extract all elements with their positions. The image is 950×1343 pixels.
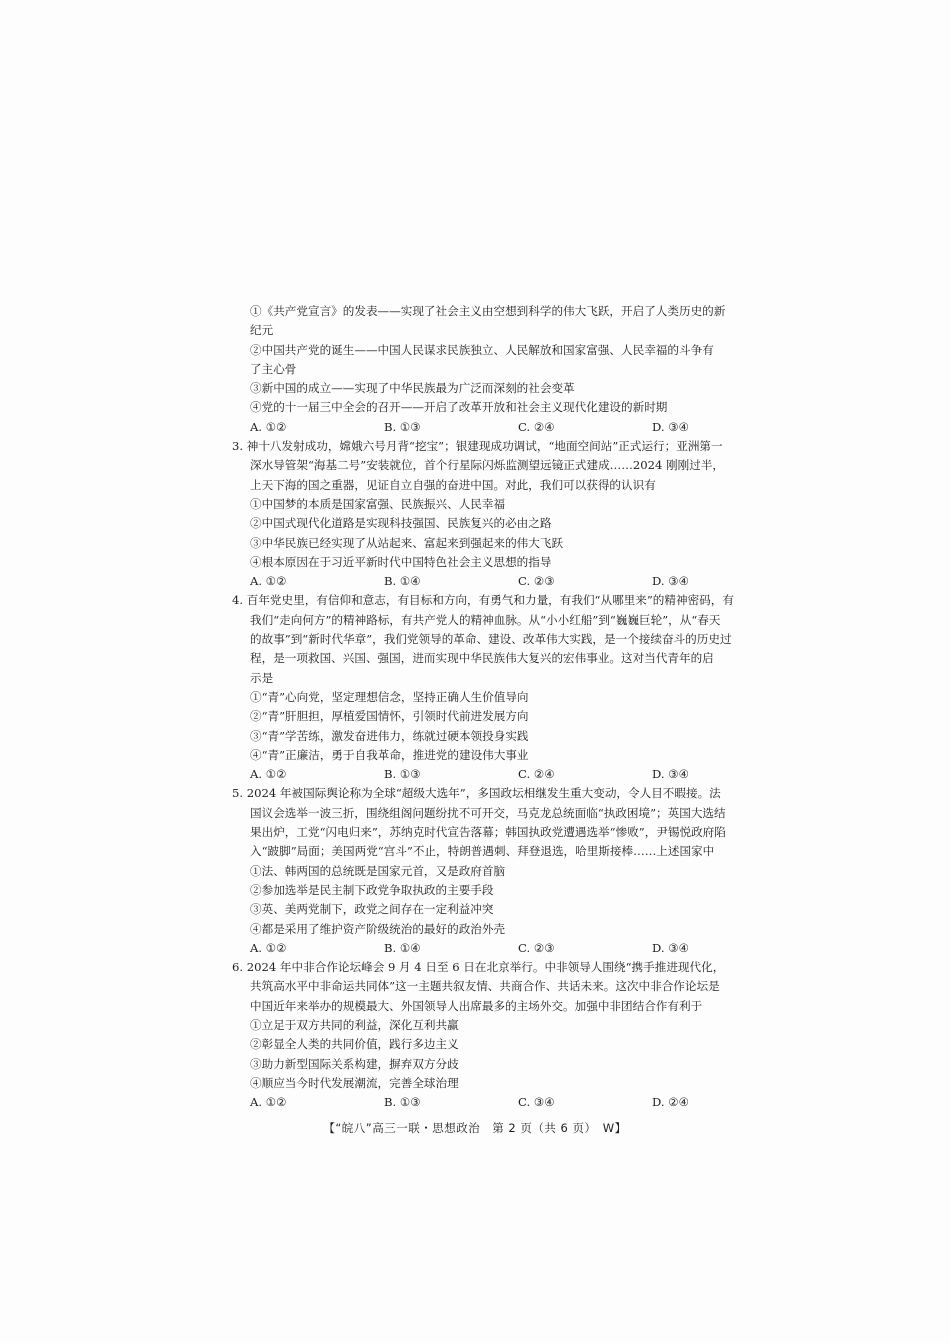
question-stem: 深水导管架“海基二号”安装就位，首个行星际闪烁监测望远镜正式建成……2024 刚刚过半， bbox=[250, 458, 725, 473]
statement: ①立足于双方共同的利益，深化互利共赢 bbox=[250, 1017, 459, 1032]
option-c: C. ②③ bbox=[518, 574, 555, 589]
answer-options bbox=[232, 418, 772, 437]
statement-continuation: 了主心骨 bbox=[250, 361, 297, 376]
option-a: A. ①② bbox=[250, 574, 287, 589]
statement: ①中国梦的本质是国家富强、民族振兴、人民幸福 bbox=[250, 496, 506, 511]
statement: ③助力新型国际关系构建，摒弃双方分歧 bbox=[250, 1056, 459, 1071]
statement: ④党的十一届三中全会的召开——开启了改革开放和社会主义现代化建设的新时期 bbox=[250, 400, 668, 415]
question-stem: 我们“走向何方”的精神路标，有共产党人的精神血脉。从“小小红船”到“巍巍巨轮”，从“春天 bbox=[250, 612, 721, 627]
statement: ②参加选举是民主制下政党争取执政的主要手段 bbox=[250, 882, 494, 897]
option-a: A. ①② bbox=[250, 419, 287, 434]
question-stem: 中国近年来举办的规模最大、外国领导人出席最多的主场外交。加强中非团结合作有利于 bbox=[250, 998, 703, 1013]
question-stem: 示是 bbox=[250, 670, 274, 685]
answer-options bbox=[232, 1093, 772, 1112]
option-a: A. ①② bbox=[250, 767, 287, 782]
question-stem: 的故事”到“新时代华章”，我们党领导的革命、建设、改革伟大实践，是一个接续奋斗的历史过 bbox=[250, 632, 732, 647]
statement: ②“青”肝胆担，厚植爱国情怀，引领时代前进发展方向 bbox=[250, 709, 529, 724]
option-c: C. ②③ bbox=[518, 940, 555, 955]
statement: ②中国共产党的诞生——中国人民谋求民族独立、人民解放和国家富强、人民幸福的斗争有 bbox=[250, 342, 714, 357]
question-stem: 入“跛脚”局面；美国两党“宫斗”不止，特朗普遇刺、拜登退选，哈里斯接棒……上述国家中 bbox=[250, 844, 715, 859]
option-b: B. ①③ bbox=[384, 419, 421, 434]
statement: ③新中国的成立——实现了中华民族最为广泛而深刻的社会变革 bbox=[250, 381, 575, 396]
statement: ①“青”心向党，坚定理想信念，坚持正确人生价值导向 bbox=[250, 689, 529, 704]
option-c: C. ③④ bbox=[518, 1095, 555, 1110]
statement: ④“青”正廉洁，勇于自我革命，推进党的建设伟大事业 bbox=[250, 747, 529, 762]
page-footer: 【“皖八”高三一联・思想政治 第 2 页（共 6 页） W】 bbox=[323, 1121, 627, 1135]
option-a: A. ①② bbox=[250, 940, 287, 955]
option-a: A. ①② bbox=[250, 1095, 287, 1110]
statement: ④都是采用了维护资产阶级统治的最好的政治外壳 bbox=[250, 921, 506, 936]
option-b: B. ①③ bbox=[384, 767, 421, 782]
option-b: B. ①③ bbox=[384, 1095, 421, 1110]
statement: ③中华民族已经实现了从站起来、富起来到强起来的伟大飞跃 bbox=[250, 535, 564, 550]
statement-continuation: 纪元 bbox=[250, 323, 274, 338]
answer-options bbox=[232, 939, 772, 958]
question-stem: 上天下海的国之重器，见证自立自强的奋进中国。对此，我们可以获得的认识有 bbox=[250, 477, 656, 492]
question-stem: 国议会选举一波三折，围绕组阁问题纷扰不可开交，马克龙总统面临“执政困境”；英国大选结 bbox=[250, 805, 726, 820]
statement: ①《共产党宣言》的发表——实现了社会主义由空想到科学的伟大飞跃，开启了人类历史的新 bbox=[250, 304, 726, 318]
statement: ②中国式现代化道路是实现科技强国、民族复兴的必由之路 bbox=[250, 516, 552, 531]
question-stem: 6. 2024 年中非合作论坛峰会 9 月 4 日至 6 日在北京举行。中非领导人围绕“携手推进现代化， bbox=[232, 960, 725, 975]
statement: ③英、美两党制下，政党之间存在一定利益冲突 bbox=[250, 902, 494, 917]
question-stem: 4. 百年党史里，有信仰和意志，有目标和方向，有勇气和力量，有我们“从哪里来”的精神密码，有 bbox=[232, 593, 734, 608]
answer-options bbox=[232, 572, 772, 591]
option-d: D. ②④ bbox=[652, 1095, 690, 1110]
statement: ④顺应当今时代发展潮流，完善全球治理 bbox=[250, 1075, 459, 1090]
statement: ③“青”学苦练，激发奋进伟力，练就过硬本领投身实践 bbox=[250, 728, 529, 743]
question-5 bbox=[232, 784, 772, 958]
question-block bbox=[232, 302, 772, 1112]
question-stem: 3. 神十八发射成功，嫦娥六号月背“挖宝”；银建现成功调试，“地面空间站”正式运行；亚洲第一 bbox=[232, 439, 723, 454]
answer-options bbox=[232, 765, 772, 784]
question-3 bbox=[232, 437, 772, 591]
option-d: D. ③④ bbox=[652, 574, 690, 589]
statement: ①法、韩两国的总统既是国家元首，又是政府首脑 bbox=[250, 863, 506, 878]
question-stem: 共筑高水平中非命运共同体”这一主题共叙友情、共商合作、共话未来。这次中非合作论坛是 bbox=[250, 979, 720, 994]
option-c: C. ②④ bbox=[518, 419, 555, 434]
statement: ②彰显全人类的共同价值，践行多边主义 bbox=[250, 1037, 459, 1052]
option-c: C. ②④ bbox=[518, 767, 555, 782]
question-stem: 果出炉，工党“闪电归来”，苏纳克时代宣告落幕；韩国执政党遭遇选举“惨败”，尹锡悦政府陷 bbox=[250, 825, 726, 840]
question-4 bbox=[232, 591, 772, 784]
question-6 bbox=[232, 958, 772, 1112]
question-stem: 程，是一项救国、兴国、强国，进而实现中华民族伟大复兴的宏伟事业。这对当代青年的启 bbox=[250, 651, 714, 666]
option-d: D. ③④ bbox=[652, 767, 690, 782]
option-d: D. ③④ bbox=[652, 940, 690, 955]
statement: ④根本原因在于习近平新时代中国特色社会主义思想的指导 bbox=[250, 554, 552, 569]
question-stem: 5. 2024 年被国际舆论称为全球“超级大选年”，多国政坛相继发生重大变动，令人目不暇接。法 bbox=[232, 786, 721, 801]
option-d: D. ③④ bbox=[652, 419, 690, 434]
option-b: B. ①④ bbox=[384, 940, 421, 955]
question-2-tail bbox=[232, 302, 772, 437]
option-b: B. ①④ bbox=[384, 574, 421, 589]
